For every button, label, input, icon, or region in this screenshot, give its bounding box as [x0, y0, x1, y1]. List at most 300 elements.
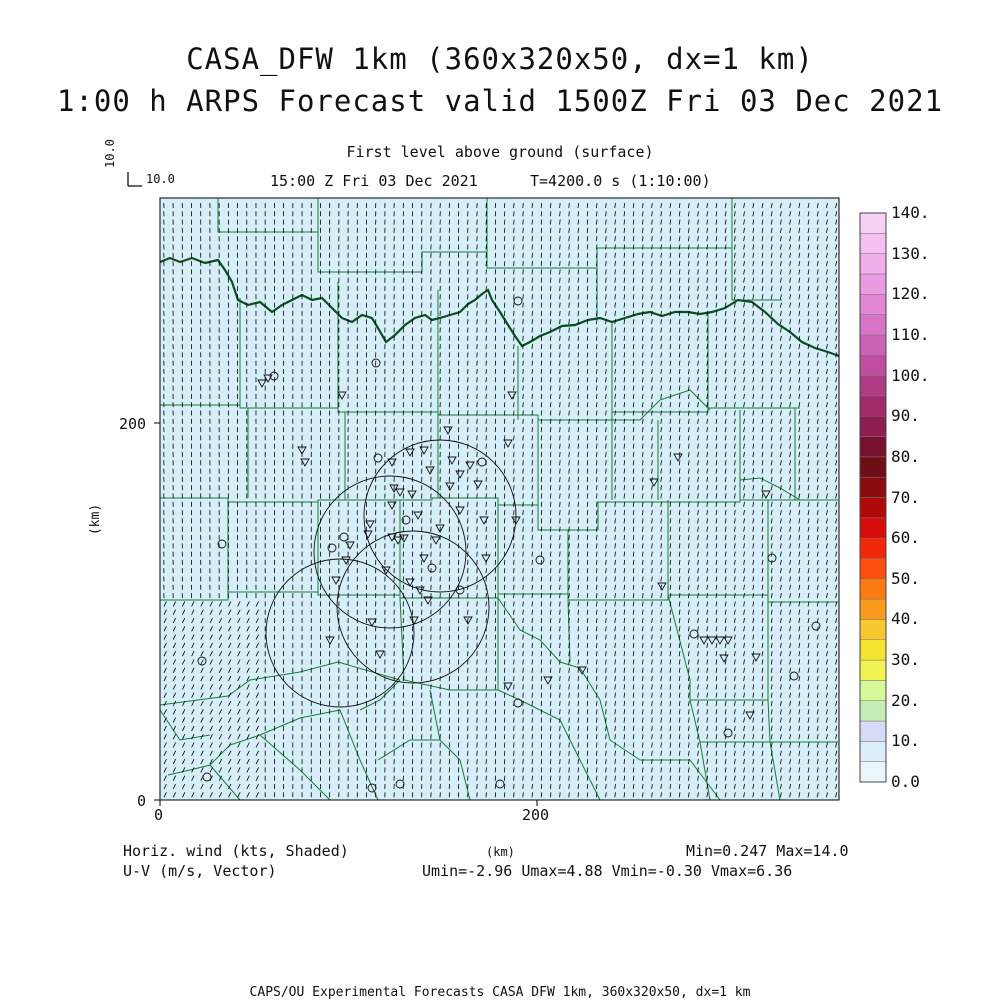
wind-vector: [532, 377, 533, 382]
wind-vector: [532, 435, 533, 440]
wind-vector: [569, 369, 570, 374]
wind-vector: [532, 402, 533, 407]
valid-time-label: 15:00 Z Fri 03 Dec 2021: [270, 172, 478, 190]
wind-vector: [541, 460, 542, 465]
wind-vector: [569, 601, 570, 606]
wind-vector: [569, 510, 570, 515]
wind-vector: [541, 626, 542, 631]
wind-vector: [560, 601, 561, 606]
wind-vector: [541, 610, 542, 615]
wind-vector: [532, 718, 533, 723]
wind-vector: [532, 294, 533, 299]
wind-vector: [550, 427, 551, 432]
wind-vector: [541, 269, 542, 274]
wind-vector: [569, 386, 570, 391]
wind-vector: [560, 718, 561, 723]
wind-vector: [560, 618, 561, 623]
wind-vector: [569, 261, 570, 266]
wind-vector: [569, 676, 570, 681]
wind-vector: [541, 427, 542, 432]
wind-vector: [550, 693, 551, 698]
wind-vector: [550, 203, 551, 208]
wind-vector: [550, 394, 551, 399]
wind-vector: [541, 377, 542, 382]
wind-vector: [532, 751, 533, 756]
wind-vector: [569, 328, 570, 333]
wind-vector: [532, 651, 533, 656]
wind-vector: [569, 220, 570, 225]
wind-vector: [550, 585, 551, 590]
wind-vector: [560, 593, 561, 598]
wind-vector: [541, 352, 542, 357]
wind-vector: [550, 626, 551, 631]
wind-vector: [550, 469, 551, 474]
wind-vector: [569, 668, 570, 673]
wind-vector: [532, 278, 533, 283]
wind-vector: [569, 411, 570, 416]
wind-vector: [532, 203, 533, 208]
wind-vector: [550, 377, 551, 382]
wind-vector: [532, 585, 533, 590]
wind-vector: [560, 369, 561, 374]
wind-vector: [541, 228, 542, 233]
wind-vector: [541, 278, 542, 283]
wind-vector: [541, 319, 542, 324]
wind-vector: [541, 684, 542, 689]
wind-vector: [550, 660, 551, 665]
wind-vector: [532, 286, 533, 291]
wind-vector: [560, 419, 561, 424]
wind-vector: [532, 427, 533, 432]
wind-vector: [569, 444, 570, 449]
wind-vector: [560, 643, 561, 648]
wind-vector: [550, 751, 551, 756]
wind-vector: [560, 303, 561, 308]
wind-vector: [560, 494, 561, 499]
wind-vector: [532, 743, 533, 748]
wind-vector: [550, 527, 551, 532]
wind-vector: [541, 734, 542, 739]
wind-vector: [532, 635, 533, 640]
wind-vector: [560, 236, 561, 241]
wind-vector: [569, 336, 570, 341]
wind-vector: [532, 386, 533, 391]
wind-vector: [532, 676, 533, 681]
wind-vector: [532, 610, 533, 615]
wind-vector: [541, 311, 542, 316]
wind-vector: [532, 477, 533, 482]
wind-vector: [550, 369, 551, 374]
wind-vector: [550, 245, 551, 250]
wind-vector: [550, 543, 551, 548]
wind-vector: [569, 718, 570, 723]
wind-vector: [532, 419, 533, 424]
wind-vector: [532, 626, 533, 631]
wind-vector: [541, 543, 542, 548]
wind-vector: [541, 635, 542, 640]
wind-vector: [569, 626, 570, 631]
wind-vector: [550, 477, 551, 482]
wind-vector: [550, 568, 551, 573]
wind-vector: [541, 211, 542, 216]
wind-vector: [569, 743, 570, 748]
wind-vector: [541, 452, 542, 457]
wind-vector: [560, 676, 561, 681]
wind-vector: [569, 278, 570, 283]
wind-vector: [560, 336, 561, 341]
wind-vector: [560, 518, 561, 523]
wind-vector: [550, 411, 551, 416]
wind-vector: [569, 203, 570, 208]
wind-vector: [532, 709, 533, 714]
wind-vector: [560, 211, 561, 216]
wind-vector: [569, 361, 570, 366]
wind-vector: [550, 577, 551, 582]
wind-vector: [550, 743, 551, 748]
wind-vector: [532, 618, 533, 623]
wind-vector: [532, 444, 533, 449]
wind-vector: [569, 643, 570, 648]
wind-vector: [569, 253, 570, 258]
wind-vector: [541, 668, 542, 673]
wind-vector: [560, 294, 561, 299]
wind-vector: [569, 245, 570, 250]
wind-vector: [532, 668, 533, 673]
wind-vector: [532, 261, 533, 266]
wind-vector: [541, 518, 542, 523]
wind-vector: [569, 319, 570, 324]
wind-vector: [560, 477, 561, 482]
elapsed-time-label: T=4200.0 s (1:10:00): [530, 172, 711, 190]
wind-vector: [569, 610, 570, 615]
wind-vector: [550, 618, 551, 623]
wind-vector: [560, 610, 561, 615]
wind-vector: [541, 535, 542, 540]
wind-vector: [569, 577, 570, 582]
wind-vector: [569, 228, 570, 233]
wind-vector: [569, 211, 570, 216]
wind-vector: [560, 444, 561, 449]
wind-vector: [550, 352, 551, 357]
wind-vector: [550, 726, 551, 731]
wind-vector: [560, 261, 561, 266]
wind-vector: [550, 635, 551, 640]
wind-vector: [550, 361, 551, 366]
wind-vector: [541, 286, 542, 291]
wind-vector: [560, 502, 561, 507]
wind-vector: [532, 560, 533, 565]
wind-vector: [569, 543, 570, 548]
wind-vector: [532, 344, 533, 349]
wind-vector: [569, 651, 570, 656]
wind-vector: [550, 684, 551, 689]
wind-vector: [550, 402, 551, 407]
wind-vector: [560, 394, 561, 399]
wind-vector: [560, 469, 561, 474]
wind-vector: [541, 245, 542, 250]
wind-vector: [550, 709, 551, 714]
wind-vector: [569, 469, 570, 474]
wind-vector: [569, 684, 570, 689]
wind-vector: [550, 701, 551, 706]
wind-vector: [532, 394, 533, 399]
wind-vector: [560, 377, 561, 382]
wind-vector: [550, 485, 551, 490]
wind-vector: [560, 552, 561, 557]
title-line-2: 1:00 h ARPS Forecast valid 1500Z Fri 03 Dec 2021: [56, 84, 944, 118]
wind-vector: [541, 411, 542, 416]
wind-vector: [560, 543, 561, 548]
wind-vector: [569, 618, 570, 623]
wind-vector: [560, 693, 561, 698]
wind-vector: [532, 211, 533, 216]
wind-vector: [560, 402, 561, 407]
wind-vector: [550, 269, 551, 274]
wind-vector: [569, 460, 570, 465]
wind-vector: [569, 402, 570, 407]
level-label: First level above ground (surface): [346, 143, 654, 161]
wind-vector: [569, 701, 570, 706]
wind-vector: [569, 394, 570, 399]
wind-vector: [569, 568, 570, 573]
wind-vector: [569, 236, 570, 241]
wind-vector: [569, 751, 570, 756]
wind-vector: [550, 734, 551, 739]
reference-vector-y-label: 10.0: [103, 139, 117, 168]
wind-vector: [550, 253, 551, 258]
wind-vector: [550, 610, 551, 615]
wind-vector: [541, 527, 542, 532]
wind-vector: [532, 601, 533, 606]
wind-vector: [541, 726, 542, 731]
wind-vector: [569, 419, 570, 424]
wind-vector: [569, 435, 570, 440]
wind-vector: [569, 693, 570, 698]
wind-vector: [560, 352, 561, 357]
wind-vector: [532, 543, 533, 548]
wind-vector: [541, 220, 542, 225]
wind-vector: [541, 328, 542, 333]
wind-vector: [532, 701, 533, 706]
wind-vector: [532, 460, 533, 465]
wind-vector: [569, 377, 570, 382]
wind-vector: [550, 294, 551, 299]
wind-vector: [560, 228, 561, 233]
title-line-1: CASA_DFW 1km (360x320x50, dx=1 km): [186, 42, 814, 76]
wind-vector: [532, 510, 533, 515]
wind-vector: [541, 494, 542, 499]
wind-vector: [550, 535, 551, 540]
wind-vector: [569, 660, 570, 665]
wind-vector: [541, 477, 542, 482]
reference-vector-icon: [128, 172, 142, 186]
wind-vector: [550, 328, 551, 333]
wind-vector: [532, 303, 533, 308]
wind-vector: [532, 552, 533, 557]
wind-vector: [532, 660, 533, 665]
wind-vector: [550, 419, 551, 424]
wind-vector: [550, 261, 551, 266]
wind-vector: [532, 361, 533, 366]
wind-vector: [550, 552, 551, 557]
wind-vector: [560, 344, 561, 349]
wind-vector: [560, 485, 561, 490]
wind-vector: [550, 651, 551, 656]
wind-vector: [532, 469, 533, 474]
wind-vector: [560, 726, 561, 731]
wind-vector: [550, 444, 551, 449]
wind-vector: [532, 593, 533, 598]
wind-field-shading: [160, 198, 839, 800]
wind-vector: [532, 411, 533, 416]
wind-vector: [560, 743, 561, 748]
wind-vector: [541, 718, 542, 723]
wind-vector: [569, 585, 570, 590]
wind-vector: [560, 361, 561, 366]
wind-vector: [550, 452, 551, 457]
wind-vector: [541, 601, 542, 606]
wind-vector: [532, 502, 533, 507]
wind-vector: [532, 369, 533, 374]
wind-vector: [569, 311, 570, 316]
wind-vector: [560, 311, 561, 316]
wind-vector: [532, 643, 533, 648]
wind-vector: [560, 651, 561, 656]
wind-vector: [532, 734, 533, 739]
wind-vector: [560, 701, 561, 706]
wind-vector: [569, 477, 570, 482]
wind-vector: [550, 386, 551, 391]
wind-vector: [541, 660, 542, 665]
wind-vector: [550, 311, 551, 316]
wind-vector: [569, 709, 570, 714]
wind-vector: [541, 510, 542, 515]
wind-vector: [560, 411, 561, 416]
wind-vector: [569, 560, 570, 565]
wind-vector: [560, 452, 561, 457]
wind-vector: [560, 535, 561, 540]
wind-vector: [569, 518, 570, 523]
wind-vector: [532, 684, 533, 689]
wind-vector: [550, 460, 551, 465]
wind-vector: [541, 593, 542, 598]
wind-vector: [550, 319, 551, 324]
wind-vector: [550, 435, 551, 440]
wind-vector: [532, 494, 533, 499]
wind-vector: [541, 236, 542, 241]
wind-vector: [532, 228, 533, 233]
wind-vector: [569, 552, 570, 557]
wind-vector: [560, 510, 561, 515]
wind-vector: [569, 352, 570, 357]
wind-vector: [541, 577, 542, 582]
wind-vector: [569, 535, 570, 540]
wind-vector: [560, 660, 561, 665]
wind-vector: [541, 701, 542, 706]
wind-vector: [532, 236, 533, 241]
wind-vector: [532, 693, 533, 698]
wind-vector: [550, 510, 551, 515]
wind-vector: [541, 253, 542, 258]
wind-vector: [550, 494, 551, 499]
wind-vector: [569, 303, 570, 308]
wind-vector: [569, 734, 570, 739]
wind-vector: [550, 236, 551, 241]
wind-vector: [532, 328, 533, 333]
wind-vector: [569, 593, 570, 598]
wind-vector: [541, 344, 542, 349]
wind-vector: [541, 585, 542, 590]
wind-vector: [560, 427, 561, 432]
wind-vector: [541, 303, 542, 308]
wind-vector: [541, 751, 542, 756]
wind-vector: [569, 286, 570, 291]
wind-vector: [541, 261, 542, 266]
wind-vector: [560, 585, 561, 590]
reference-vector-x-label: 10.0: [146, 172, 175, 186]
wind-vector: [541, 618, 542, 623]
wind-vector: [560, 245, 561, 250]
wind-vector: [541, 643, 542, 648]
wind-vector: [532, 535, 533, 540]
wind-vector: [541, 693, 542, 698]
wind-vector: [532, 220, 533, 225]
wind-vector: [560, 286, 561, 291]
wind-vector: [532, 577, 533, 582]
wind-vector: [550, 286, 551, 291]
wind-vector: [532, 485, 533, 490]
wind-vector: [550, 228, 551, 233]
wind-vector: [560, 253, 561, 258]
wind-vector: [560, 709, 561, 714]
wind-vector: [569, 485, 570, 490]
wind-vector: [550, 601, 551, 606]
wind-vector: [541, 394, 542, 399]
wind-vector: [541, 444, 542, 449]
wind-vector: [550, 560, 551, 565]
wind-vector: [550, 220, 551, 225]
wind-vector: [532, 518, 533, 523]
wind-vector: [532, 352, 533, 357]
wind-vector: [560, 220, 561, 225]
wind-vector: [541, 485, 542, 490]
wind-vector: [569, 452, 570, 457]
wind-vector: [550, 502, 551, 507]
wind-vector: [569, 635, 570, 640]
wind-vector: [541, 743, 542, 748]
wind-vector: [560, 560, 561, 565]
wind-vector: [550, 668, 551, 673]
wind-vector: [541, 651, 542, 656]
wind-vector: [550, 593, 551, 598]
wind-vector: [541, 419, 542, 424]
wind-vector: [541, 469, 542, 474]
wind-vector: [532, 568, 533, 573]
wind-vector: [560, 684, 561, 689]
wind-vector: [560, 734, 561, 739]
wind-vector: [532, 726, 533, 731]
wind-vector: [569, 502, 570, 507]
wind-vector: [550, 643, 551, 648]
wind-vector: [550, 303, 551, 308]
wind-vector: [532, 319, 533, 324]
wind-vector: [541, 361, 542, 366]
wind-vector: [541, 709, 542, 714]
wind-vector: [541, 294, 542, 299]
wind-vector: [560, 668, 561, 673]
wind-vector: [541, 203, 542, 208]
wind-vector: [569, 344, 570, 349]
